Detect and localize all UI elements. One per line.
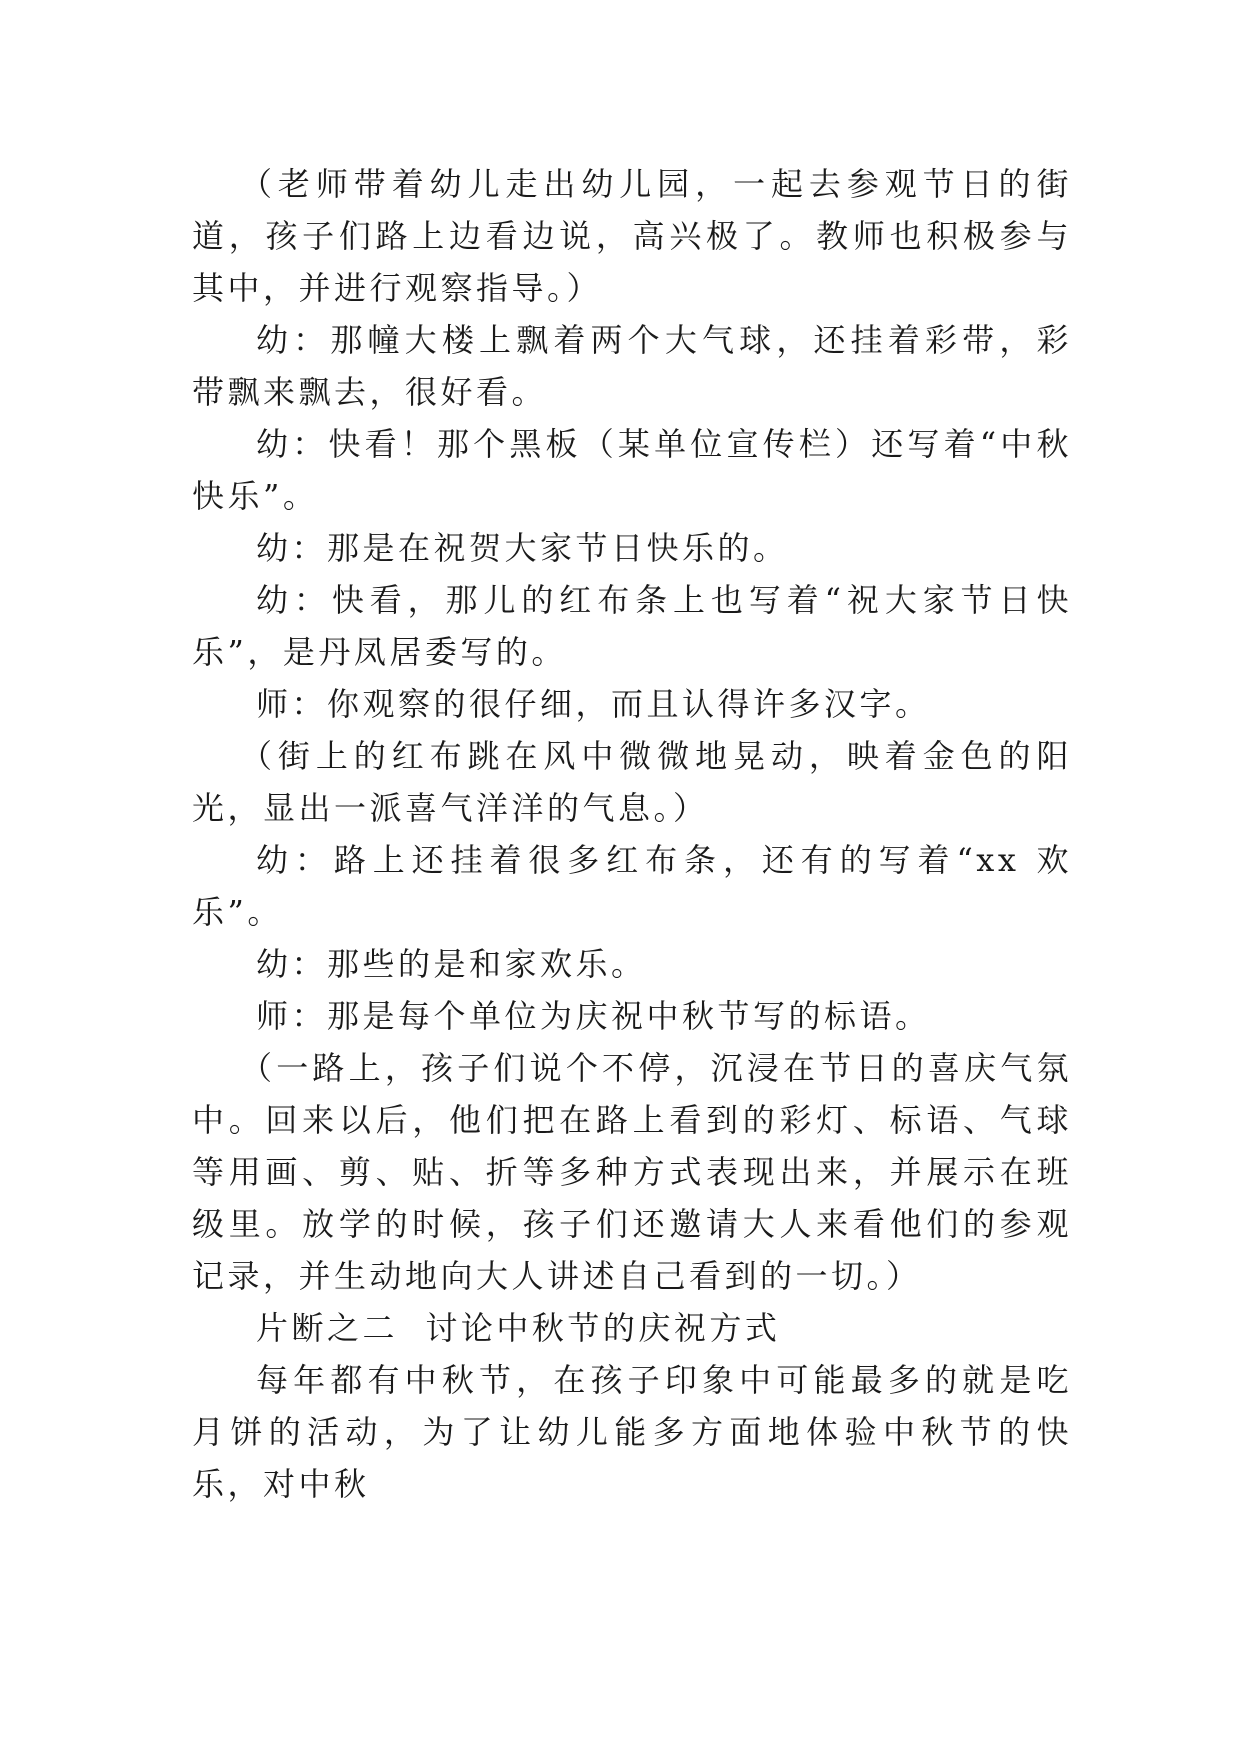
paragraph-teacher-leads-children: （老师带着幼儿走出幼儿园，一起去参观节日的街道，孩子们路上边看边说，高兴极了。教师也积极参与其中，并进行观察指导。） <box>192 165 1072 307</box>
paragraph-child-blackboard: 幼：快看！那个黑板（某单位宣传栏）还写着“中秋快乐”。 <box>192 425 1072 515</box>
section-heading-fragment-two: 片断之二 讨论中秋节的庆祝方式 <box>256 1309 781 1347</box>
paragraph-child-balloons: 幼：那幢大楼上飘着两个大气球，还挂着彩带，彩带飘来飘去，很好看。 <box>192 321 1072 411</box>
paragraph-teacher-praise: 师：你观察的很仔细，而且认得许多汉字。 <box>256 685 931 723</box>
paragraph-child-more-banners: 幼：路上还挂着很多红布条，还有的写着“xx 欢乐”。 <box>192 841 1072 931</box>
paragraph-child-family-joy: 幼：那些的是和家欢乐。 <box>256 945 647 983</box>
paragraph-return-activities: （一路上，孩子们说个不停，沉浸在节日的喜庆气氛中。回来以后，他们把在路上看到的彩灯、标语、气球等用画、剪、贴、折等多种方式表现出来，并展示在班级里。放学的时候，孩子们还邀请大人来看他们的参观记录，并生动地向大人讲述自己看到的一切。） <box>192 1049 1072 1295</box>
paragraph-child-red-banner: 幼：快看，那儿的红布条上也写着“祝大家节日快乐”，是丹凤居委写的。 <box>192 581 1072 671</box>
document-page <box>192 158 1072 1510</box>
paragraph-teacher-slogans: 师：那是每个单位为庆祝中秋节写的标语。 <box>256 997 931 1035</box>
paragraph-child-congratulating: 幼：那是在祝贺大家节日快乐的。 <box>256 529 789 567</box>
paragraph-mid-autumn-discussion: 每年都有中秋节，在孩子印象中可能最多的就是吃月饼的活动，为了让幼儿能多方面地体验中秋节的快乐，对中秋 <box>192 1361 1072 1503</box>
paragraph-street-scene: （街上的红布跳在风中微微地晃动，映着金色的阳光，显出一派喜气洋洋的气息。） <box>192 737 1072 827</box>
